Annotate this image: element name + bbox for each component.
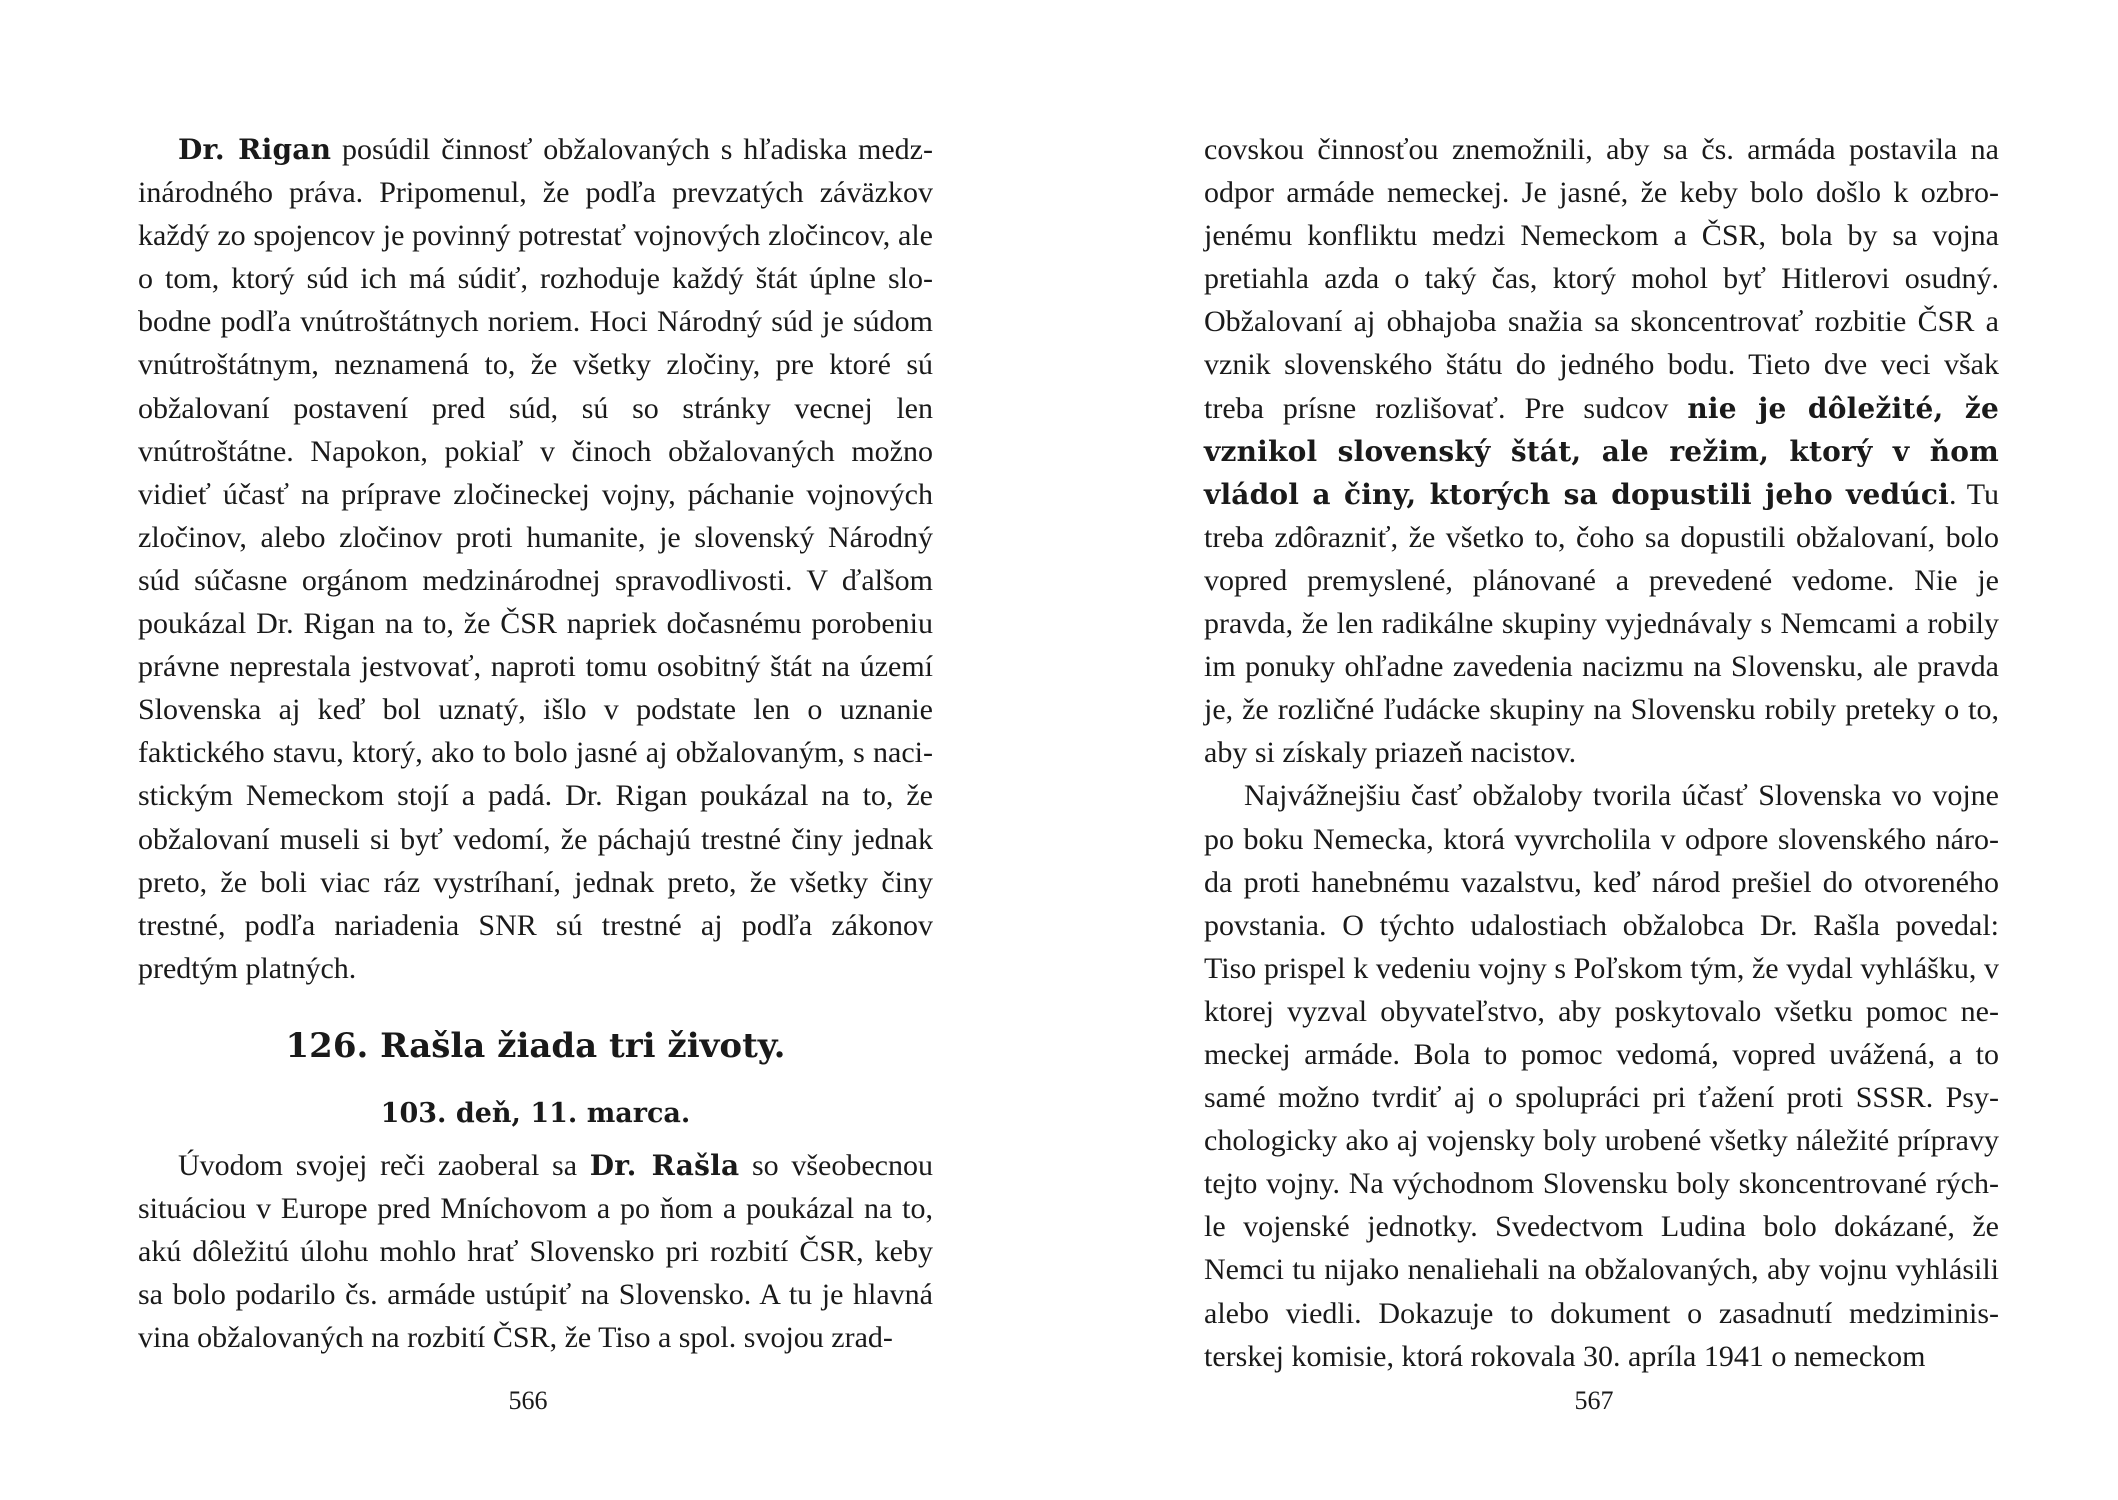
emphasized-statement: nie je dôležité, že vznikol slovenský štát, ale režim, ktorý v ňom vládol a činy, ktorých sa dopustili jeho vedúci [1204,391,1999,511]
left-text-block [138,128,933,990]
left-text-block-2 [138,1144,933,1359]
speaker-name-rigan: Dr. Rigan [178,133,332,166]
paragraph-rasla-after: so všeobecnou situáciou v Europe pred Mníchovom a po ňom a poukázal na to, akú dôležitú úlohu mohlo hrať Slovensko pri rozbití ČSR, keby sa bolo podarilo čs. armáde ustúpiť na Slovensko. A tu je hlavná vina obžalovaných na rozbití ČSR, že Tiso a spol. svojou zrad- [138,1148,933,1355]
right-page [1204,128,1999,1378]
section-subtitle: 103. deň, 11. marca. [380,1097,691,1129]
page-number-right: 567 [1574,1386,1614,1415]
paragraph-war-participation: Najvážnejšiu časť obžaloby tvorila účasť Slovenska vo vojne po boku Nemecka, ktorá vyvrcholila v odpore slovenského národa proti hanebnému vazalstvu, keď národ prešiel do otvoreného povstania. O týchto udalostiach obžalobca Dr. Rašla povedal: Tiso prispel k vedeniu vojny s Poľskom tým, že vydal vyhlášku, v ktorej vyzval obyvateľstvo, aby poskytovalo všetku pomoc nemeckej armáde. Bola to pomoc vedomá, vopred uvážená, a to samé možno tvrdiť aj o spolupráci pri ťažení proti SSSR. Psychologicky ako aj vojensky boly urobené všetky náležité prípravy tejto vojny. Na východnom Slovensku boly skoncentrované rýchle vojenské jednotky. Svedectvom Ludina bolo dokázané, že Nemci tu nijako nenaliehali na obžalovaných, aby vojnu vyhlásili alebo viedli. Dokazuje to dokument o zasadnutí medziministerskej komisie, ktorá rokovala 30. apríla 1941 o nemeckom [1204,779,1999,1373]
paragraph-rigan [138,128,933,990]
paragraph-rasla-before: Úvodom svojej reči zaoberal sa [178,1148,590,1182]
paragraph-continued [1204,128,1999,774]
paragraph-rigan-text: posúdil činnosť obžalovaných s hľadiska medzinárodného práva. Pripomenul, že podľa prevzatých záväzkov každý zo spojencov je povinný potrestať vojnových zločincov, ale o tom, ktorý súd ich má súdiť, rozhoduje každý štát úplne slobodne podľa vnútroštátnych noriem. Hoci Národný súd je súdom vnútroštátnym, neznamená to, že všetky zločiny, pre ktoré sú obžalovaní postavení pred súd, sú so stránky vecnej len vnútroštátne. Napokon, pokiaľ v činoch obžalovaných možno vidieť účasť na príprave zločineckej vojny, páchanie vojnových zločinov, alebo zločinov proti humanite, je slovenský Národný súd súčasne orgánom medzinárodnej spravodlivosti. V ďalšom poukázal Dr. Rigan na to, že ČSR napriek dočasnému porobeniu právne neprestala jestvovať, naproti tomu osobitný štát na území Slovenska aj keď bol uznatý, išlo v podstate len o uznanie faktického stavu, ktorý, ako to bolo jasné aj obžalovaným, s nacistickým Nemeckom stojí a padá. Dr. Rigan poukázal na to, že obžalovaní museli si byť vedomí, že páchajú trestné činy jednak preto, že boli viac ráz vystríhaní, jednak preto, že všetky činy trestné, podľa nariadenia SNR sú trestné aj podľa zákonov predtým platných. [138,133,933,985]
section-title: 126. Rašla žiada tri životy. [285,1025,786,1066]
paragraph-rasla [138,1144,933,1359]
speaker-name-rasla: Dr. Rašla [589,1148,740,1182]
left-page [138,128,933,1359]
paragraph-continued-after: . Tu treba zdôrazniť, že všetko to, čoho sa dopustili obžalovaní, bolo vopred premyslené, plánované a prevedené vedome. Nie je pravda, že len radikálne skupiny vyjednávaly s Nemcami a robily im ponuky ohľadne zavedenia nacizmu na Slovensku, ale pravda je, že rozličné ľudácke skupiny na Slovensku robily preteky o to, aby si získaly priazeň nacistov. [1204,477,1999,770]
paragraph-continued-before: covskou činnosťou znemožnili, aby sa čs. armáda postavila na odpor armáde nemeckej. Je jasné, že keby bolo došlo k ozbrojenému konfliktu medzi Nemeckom a ČSR, bola by sa vojna pretiahla azda o taký čas, ktorý mohol byť Hitlerovi osudný. Obžalovaní aj obhajoba snažia sa skoncentrovať rozbitie ČSR a vznik slovenského štátu do jedného bodu. Tieto dve veci však treba prísne rozlišovať. Pre sudcov [1204,133,1999,425]
right-text-block [1204,128,1999,1378]
page-number-left: 566 [508,1386,548,1415]
